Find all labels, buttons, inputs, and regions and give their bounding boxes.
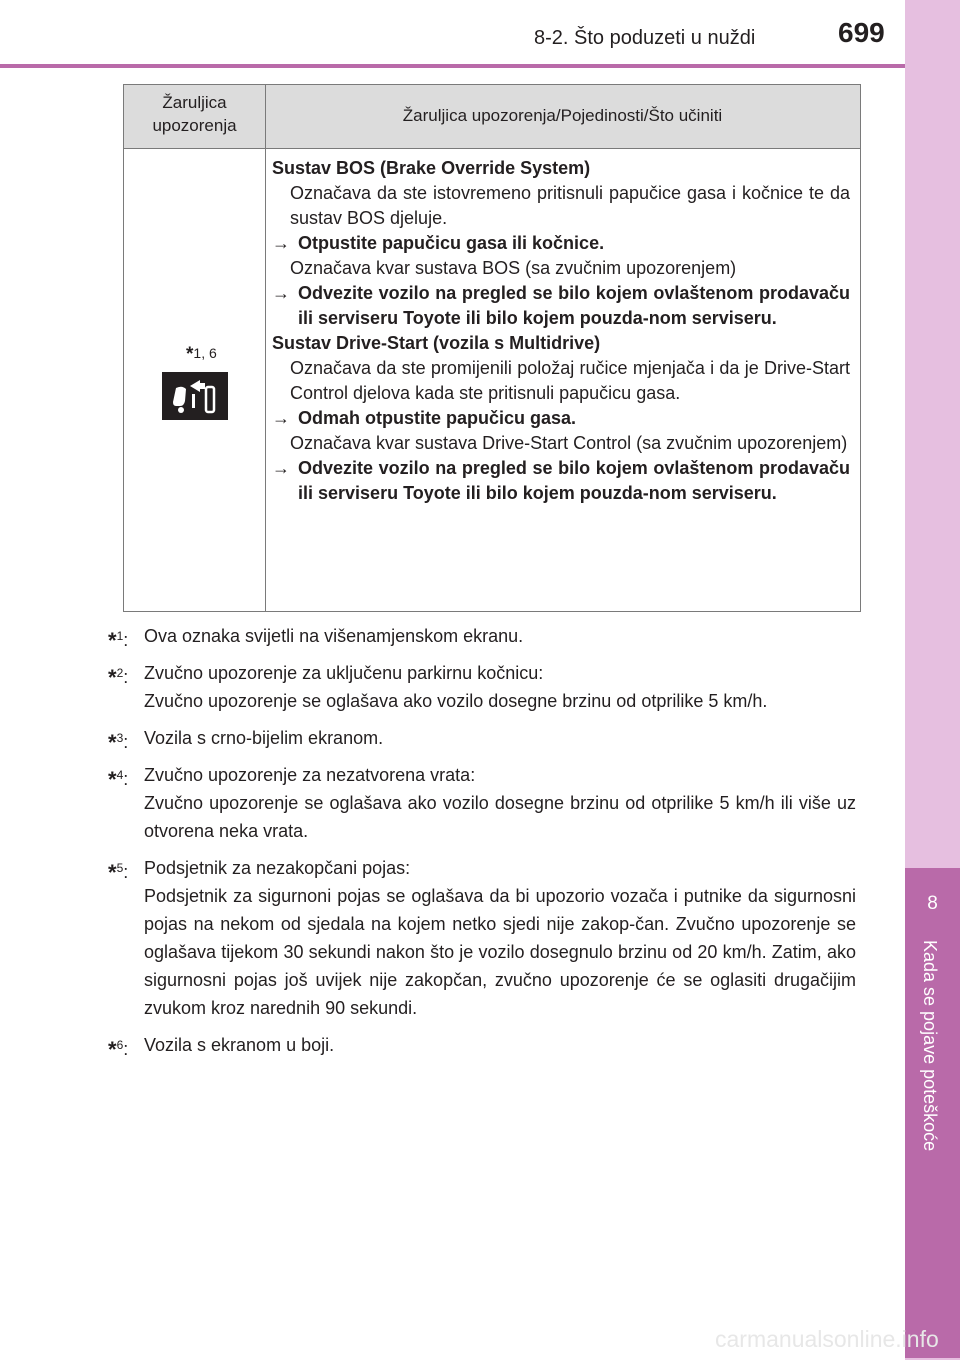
warning-light-table [123,84,861,612]
detail-text: Označava kvar sustava BOS (sa zvučnim upozorenjem) [290,258,737,278]
watermark: carmanualsonline.info [715,1326,939,1352]
arrow-icon: → [272,458,290,478]
footnote: *$^4$: Zvučno upozorenje za nezatvorena vrata: Zvučno upozorenje se oglašava ako vozilo dosegne brzinu od otprilike 5 km/h ili više uz otvorena neka vrata. [108,761,856,845]
table-header [124,85,860,149]
arrow-icon: → [272,233,290,253]
header-rule [0,64,905,68]
chapter-title: Kada se pojave poteškoće [920,940,940,1152]
footnote-marker: *$^4$: [108,767,129,792]
arrow-icon: → [272,283,290,303]
footnote-marker: *$^6$: [108,1037,129,1062]
footnote-marker: *$^3$: [108,730,129,755]
detail-text: Označava da ste istovremeno pritisnuli papučice gasa i kočnice te da sustav BOS djeluje. [290,183,850,228]
footnote: *$^3$: Vozila s crno-bijelim ekranom. [108,724,856,752]
icon-footnote-ref: *1, 6 [186,344,217,365]
page-number: 699 [838,17,885,48]
detail-text: Označava da ste promijenili položaj ručice mjenjača i da je Drive-Start Control djelova kada ste pritisnuli papučicu gasa. [290,358,850,403]
action-text: → Odvezite vozilo na pregled se bilo kojem ovlaštenom prodavaču ili serviseru Toyote ili bilo kojem pouzda-nom serviseru. [272,458,850,503]
heading-bos: Sustav BOS (Brake Override System) [272,158,591,178]
footnotes [108,622,856,1068]
chapter-number: 8 [927,893,938,914]
footnote-marker: *$^5$: [108,860,129,885]
footnote: *$^1$: Ova oznaka svijetli na višenamjenskom ekranu. [108,622,856,650]
brake-override-warning-icon [162,372,228,420]
action-text: → Odmah otpustite papučicu gasa. [272,406,850,431]
detail-text: Označava kvar sustava Drive-Start Control (sa zvučnim upozorenjem) [290,433,848,453]
column-divider [265,85,266,611]
arrow-icon: → [272,408,290,428]
footnote-marker: *$^2$: [108,665,129,690]
action-text: → Odvezite vozilo na pregled se bilo kojem ovlaštenom prodavaču ili serviseru Toyote ili bilo kojem pouzda-nom serviseru. [272,283,850,328]
heading-drive-start: Sustav Drive-Start (vozila s Multidrive) [272,333,601,353]
footnote: *$^2$: Zvučno upozorenje za uključenu parkirnu kočnicu: Zvučno upozorenje se oglašava ako vozilo dosegne brzinu od otprilike 5 km/h. [108,659,856,715]
footnote: *$^6$: Vozila s ekranom u boji. [108,1031,856,1059]
section-title: 8-2. Što poduzeti u nuždi [534,27,756,49]
table-details [272,156,850,506]
column-header-light: Žaruljica upozorenja [152,93,237,135]
column-header-details: Žaruljica upozorenja/Pojedinosti/Što učiniti [402,106,723,125]
footnote: *$^5$: Podsjetnik za nezakopčani pojas: Podsjetnik za sigurnoni pojas se oglašava da bi upozorio vozača i putnike da sigurnosni pojas na nekom od sjedala na kojem netko sjedi nije zakop-čan. Zvučno upozorenje se oglašava tijekom 30 sekundi nakon što je vozilo dosegnulo brzinu od 20 km/h. Zatim, ako sigurnosni pojas još uvijek nije zakopčan, zvučno upozorenje će se oglasiti drugačijim zvukom kroz narednih 90 sekundi. [108,854,856,1022]
footnote-marker: *$^1$: [108,628,129,653]
action-text: → Otpustite papučicu gasa ili kočnice. [272,231,850,256]
